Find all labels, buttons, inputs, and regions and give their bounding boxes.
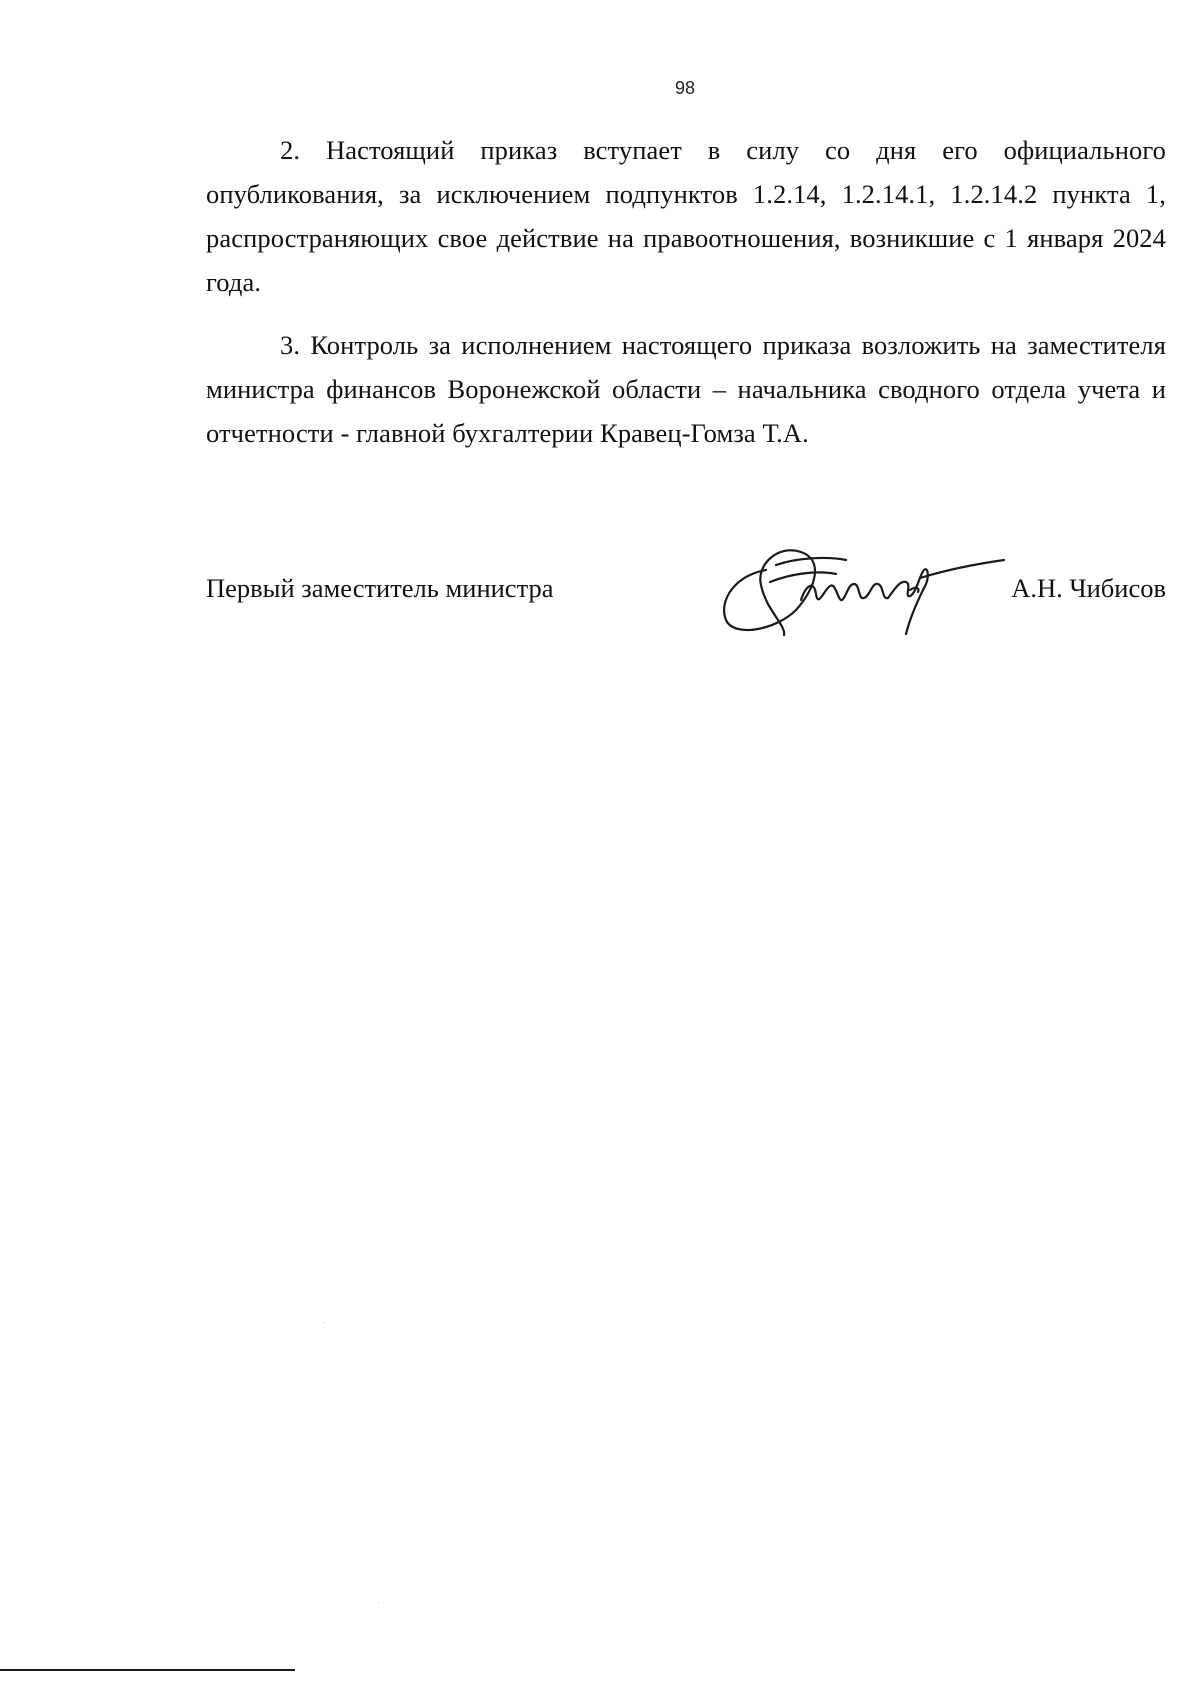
scan-speck — [323, 1322, 324, 1323]
page-number: 98 — [674, 78, 696, 98]
document-body — [206, 128, 1166, 474]
handwritten-signature-icon — [706, 530, 1006, 640]
signatory-role: Первый заместитель министра — [206, 573, 554, 603]
scan-speck — [378, 1602, 379, 1603]
paragraph-2: 2. Настоящий приказ вступает в силу со дня его официального опубликования, за исключением подпунктов 1.2.14, 1.2.14.1, 1.2.14.2 пункта 1, распространяющих свое действие на правоотношения, возникшие с 1 января 2024 года. — [206, 135, 1166, 297]
signature-block — [206, 560, 1166, 650]
scan-edge-line — [0, 1669, 295, 1671]
paragraph-3: 3. Контроль за исполнением настоящего приказа возложить на заместителя министра финансов Воронежской области – начальника сводного отдела учета и отчетности - главной бухгалтерии Кравец-Гомза Т.А. — [206, 330, 1166, 448]
signatory-name: А.Н. Чибисов — [1011, 573, 1166, 603]
